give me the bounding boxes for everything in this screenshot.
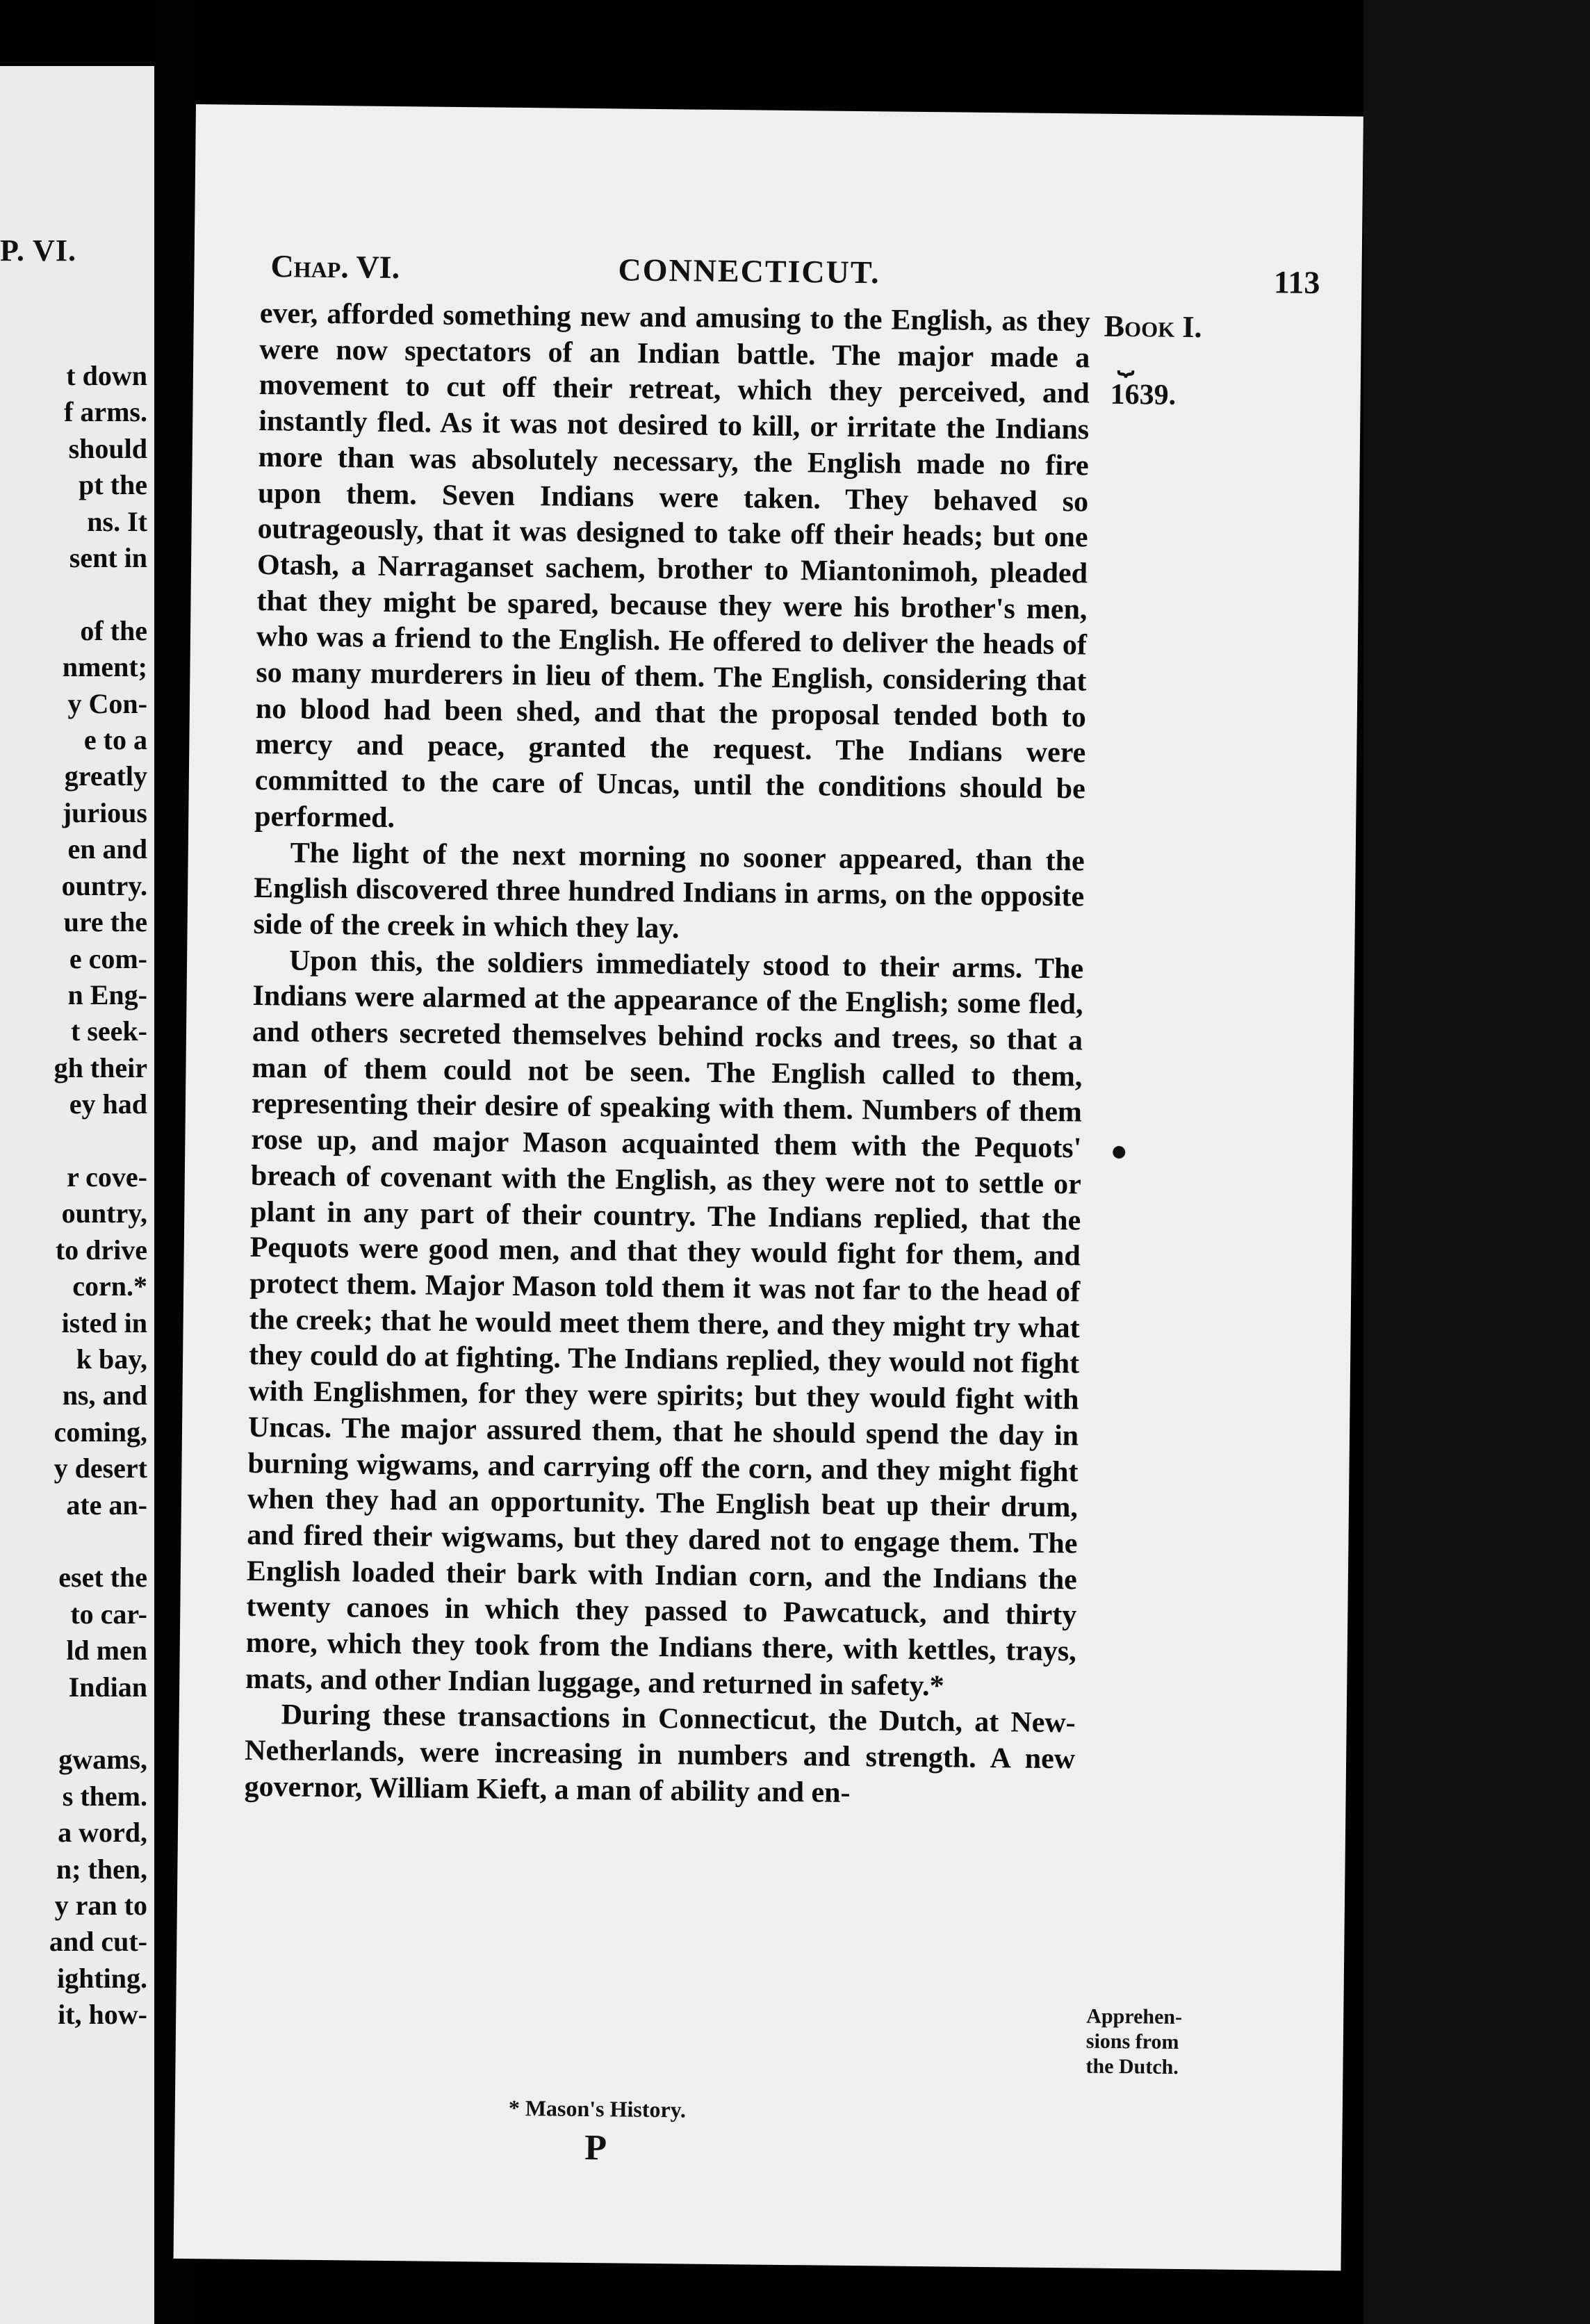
footnote: * Mason's History. [508, 2095, 687, 2122]
left-page-lines [0, 358, 147, 2034]
left-page-line: Indian [68, 1671, 147, 1703]
left-page-line: ountry, [61, 1197, 147, 1229]
left-page-line: corn.* [72, 1270, 147, 1302]
running-head [270, 247, 1320, 300]
paragraph: The light of the next morning no sooner appeared, than the English discovered three hundred Indians in arms, on the opposite side of the creek in which they lay. [253, 837, 1085, 945]
left-page-line: eset the [58, 1562, 147, 1594]
left-page-line: to car- [70, 1598, 147, 1630]
left-page-line: ure the [63, 906, 147, 938]
left-page-line: gh their [54, 1051, 147, 1083]
left-page-line: greatly [64, 760, 147, 792]
left-page-line: should [68, 432, 147, 464]
left-page-line [0, 1523, 147, 1560]
left-page-line: it, how- [58, 1999, 147, 2031]
left-page-line: y ran to [54, 1890, 147, 1922]
left-page-line: of the [80, 614, 147, 646]
page-number: 113 [1273, 264, 1320, 300]
left-page-line: ns, and [62, 1380, 147, 1411]
signature-mark: P [584, 2128, 607, 2168]
left-page-line: f arms. [64, 396, 147, 428]
dark-background [1363, 0, 1590, 2324]
paragraph: ever, afforded something new and amusing to the English, as they were now spectators of an Indian battle. The major made a movement to cut off their retreat, which they perceived, and instantly fled. As it was not desired to kill, or irritate the Indians more than was absolutely necessary, the English made no fire upon them. Seven Indians were taken. They behaved so outrageously, that it was designed to take off their heads; but one Otash, a Narraganset sachem, brother to Miantonimoh, pleaded that they might be spared, because they were his brother's men, who was a friend to the English. He offered to deliver the heads of so many murderers in lieu of them. The English, considering that no blood had been shed, and that the proposal tended both to mercy and peace, granted the request. The Indians were committed to the care of Uncas, until the conditions should be performed. [254, 297, 1091, 834]
paragraph: During these transactions in Connecticut, the Dutch, at New-Netherlands, were increasing in numbers and strength. A new governor, William Kieft, a man of ability and en- [244, 1699, 1076, 1809]
left-page-line: gwams, [58, 1744, 147, 1776]
left-page-line [0, 1123, 147, 1159]
left-page-line: e to a [83, 724, 147, 756]
left-page-line: ey had [69, 1088, 147, 1120]
left-page-line: y Con- [67, 687, 147, 719]
left-page-line [0, 1705, 147, 1742]
left-page-line: r cove- [67, 1161, 147, 1193]
margin-book-label: Book I. [1104, 309, 1202, 345]
left-page-line: e com- [69, 942, 147, 974]
left-page-line: ld men [66, 1635, 147, 1667]
left-page-line [0, 576, 147, 612]
margin-note-apprehension: Apprehen- sions from the Dutch. [1085, 2004, 1183, 2079]
left-page-line: ate an- [66, 1489, 147, 1521]
left-page-line: pt the [79, 469, 147, 501]
margin-brace: ⏟ [1117, 343, 1135, 376]
margin-year: 1639. [1110, 378, 1177, 411]
left-page-line: y desert [54, 1452, 147, 1484]
left-page-line: to drive [55, 1234, 147, 1266]
left-page-line: t seek- [71, 1015, 147, 1047]
left-page-line: sent in [69, 542, 147, 574]
left-page-line: n Eng- [67, 979, 147, 1010]
page-title: CONNECTICUT. [618, 252, 880, 290]
left-page-line: ighting. [56, 1962, 147, 1994]
book-page [174, 104, 1363, 2270]
left-page-line: a word, [58, 1817, 147, 1849]
left-page-header: P. VI. [0, 234, 76, 268]
left-page-line: t down [66, 360, 147, 391]
chapter-label: Chap. VI. [270, 248, 400, 286]
left-page-line: jurious [62, 796, 147, 828]
left-page-line: n; then, [56, 1853, 147, 1885]
left-page-line: ountry. [61, 869, 147, 901]
left-page-line: k bay, [76, 1343, 147, 1375]
paragraph: Upon this, the soldiers immediately stood to their arms. The Indians were alarmed at the appearance of the English; some fled, and others secreted themselves behind rocks and trees, so that a man of them could not be seen. The English called to them, representing their desire of speaking with them. Numbers of them rose up, and major Mason acquainted them with the Pequots' breach of covenant with the English, as they were not to settle or plant in any part of their country. The Indians replied, that the Pequots were good men, and that they would fight for them, and protect them. Major Mason told them it was not far to the head of the creek; that he would meet them there, and they might try what they could do at fighting. The Indians replied, they would not fight with Englishmen, for they were spirits; but they would fight with Uncas. The major assured them, that he should spend the day in burning wigwams, and carrying off the corn, and they might fight when they had an opportunity. The English beat up their drum, and fired their wigwams, but they dared not to engage them. The English loaded their bark with Indian corn, and the Indians the twenty canoes in which they passed to Pawcatuck, and thirty more, which they took from the Indians there, with kettles, trays, mats, and other Indian luggage, and returned in safety.* [245, 944, 1084, 1703]
left-page-line: isted in [61, 1307, 147, 1339]
left-page-line: s them. [62, 1780, 147, 1812]
left-page-line: coming, [54, 1416, 147, 1448]
left-facing-page [0, 66, 154, 2324]
left-page-line: nment; [62, 651, 147, 683]
left-page-line: and cut- [49, 1926, 147, 1958]
left-page-line: en and [67, 833, 147, 865]
body-text [244, 296, 1090, 1814]
left-page-line: ns. It [87, 505, 147, 537]
ink-speck [1113, 1146, 1125, 1159]
